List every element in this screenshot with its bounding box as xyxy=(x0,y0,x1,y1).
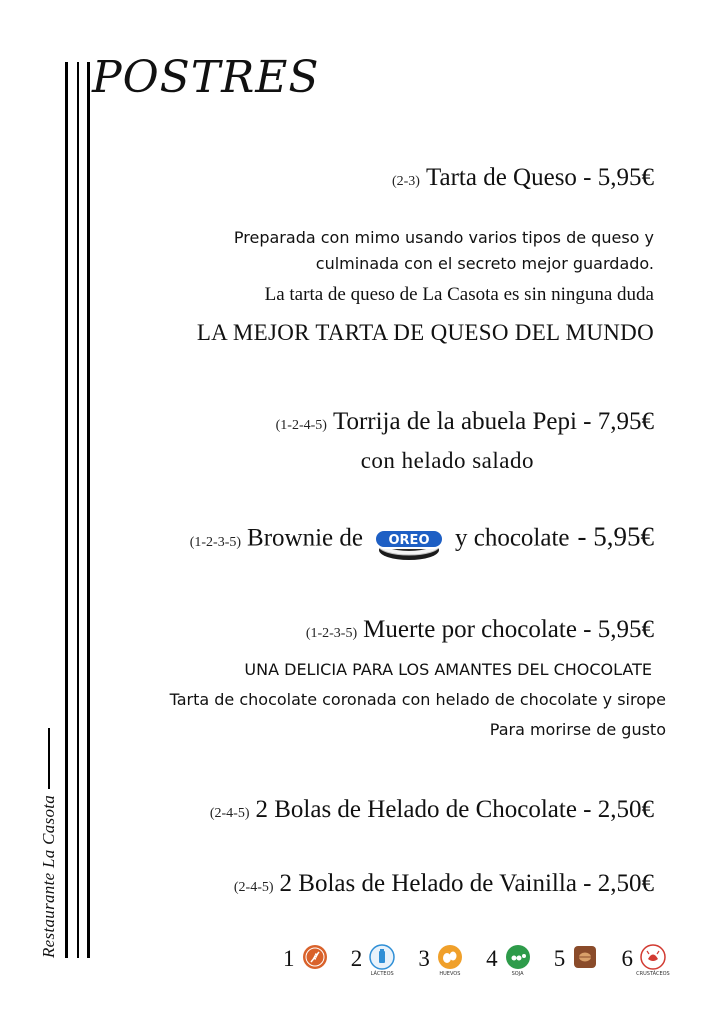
dish-description: Preparada con mimo usando varios tipos de queso y xyxy=(233,228,654,247)
oreo-logo xyxy=(371,520,447,564)
dish-name-middle: y chocolate xyxy=(454,524,570,552)
page-title: POSTRES xyxy=(92,52,320,103)
dish-name: Torrija de la abuela Pepi - 7,95€ xyxy=(332,408,654,435)
dish-description: Tarta de chocolate coronada con helado de chocolate y sirope xyxy=(169,690,666,709)
nuts-icon xyxy=(572,944,598,970)
legend-number: 1 xyxy=(283,946,295,971)
side-label xyxy=(39,728,59,958)
legend-item-5 xyxy=(554,944,602,982)
legend-item-1 xyxy=(283,944,331,982)
dish-name: 2 Bolas de Helado de Vainilla - 2,50€ xyxy=(279,870,654,897)
legend-caption: HUEVOS xyxy=(439,971,461,977)
legend-item-4 xyxy=(486,944,534,982)
dish-description: culminada con el secreto mejor guardado. xyxy=(315,254,654,273)
menu-item-brownie xyxy=(190,520,654,564)
gluten-icon xyxy=(302,944,328,970)
decorative-line-2 xyxy=(77,62,79,958)
side-label-text: Restaurante La Casota xyxy=(39,794,58,958)
dish-subtitle: con helado salado xyxy=(360,448,534,473)
legend-number: 6 xyxy=(621,946,633,971)
crustacean-icon xyxy=(640,944,666,970)
allergen-codes: (2-3) xyxy=(391,174,420,189)
egg-icon xyxy=(437,944,463,970)
legend-number: 4 xyxy=(486,946,498,971)
menu-item-vanilla-ice-cream xyxy=(234,870,654,898)
dish-description: La tarta de queso de La Casota es sin ninguna duda xyxy=(264,284,654,305)
dish-name: Muerte por chocolate - 5,95€ xyxy=(363,616,654,643)
menu-item-cheesecake xyxy=(392,164,654,192)
legend-caption: CRUSTÁCEOS xyxy=(636,971,670,977)
allergen-codes: (2-4-5) xyxy=(209,806,250,821)
dish-name: Tarta de Queso - 5,95€ xyxy=(425,164,654,191)
legend-item-6 xyxy=(621,944,669,982)
dish-description: UNA DELICIA PARA LOS AMANTES DEL CHOCOLATE xyxy=(244,660,652,679)
oreo-logo-text: OREO xyxy=(388,533,430,548)
dish-price: - 5,95€ xyxy=(577,521,654,552)
decorative-line-3 xyxy=(87,62,90,958)
legend-number: 3 xyxy=(418,946,430,971)
legend-item-3 xyxy=(418,944,466,982)
allergen-legend xyxy=(283,944,669,982)
allergen-codes: (1-2-4-5) xyxy=(275,418,327,433)
allergen-codes: (2-4-5) xyxy=(233,880,274,895)
decorative-line-1 xyxy=(65,62,68,958)
legend-caption: SOJA xyxy=(511,971,524,977)
menu-item-muerte-por-chocolate xyxy=(306,616,654,644)
allergen-codes: (1-2-3-5) xyxy=(189,534,242,550)
legend-item-2 xyxy=(351,944,399,982)
soy-icon xyxy=(505,944,531,970)
allergen-codes: (1-2-3-5) xyxy=(305,626,358,641)
legend-caption: LÁCTEOS xyxy=(370,971,394,977)
dish-highlight: LA MEJOR TARTA DE QUESO DEL MUNDO xyxy=(196,320,654,345)
menu-item-torrija xyxy=(276,408,654,436)
dish-description: Para morirse de gusto xyxy=(489,720,666,739)
dish-name-prefix: Brownie de xyxy=(247,524,363,552)
menu-item-chocolate-ice-cream xyxy=(210,796,654,824)
dish-name: 2 Bolas de Helado de Chocolate - 2,50€ xyxy=(255,796,654,823)
legend-number: 5 xyxy=(553,946,566,971)
side-label-rule xyxy=(48,728,50,789)
lactose-icon xyxy=(369,944,395,970)
legend-number: 2 xyxy=(350,946,363,971)
